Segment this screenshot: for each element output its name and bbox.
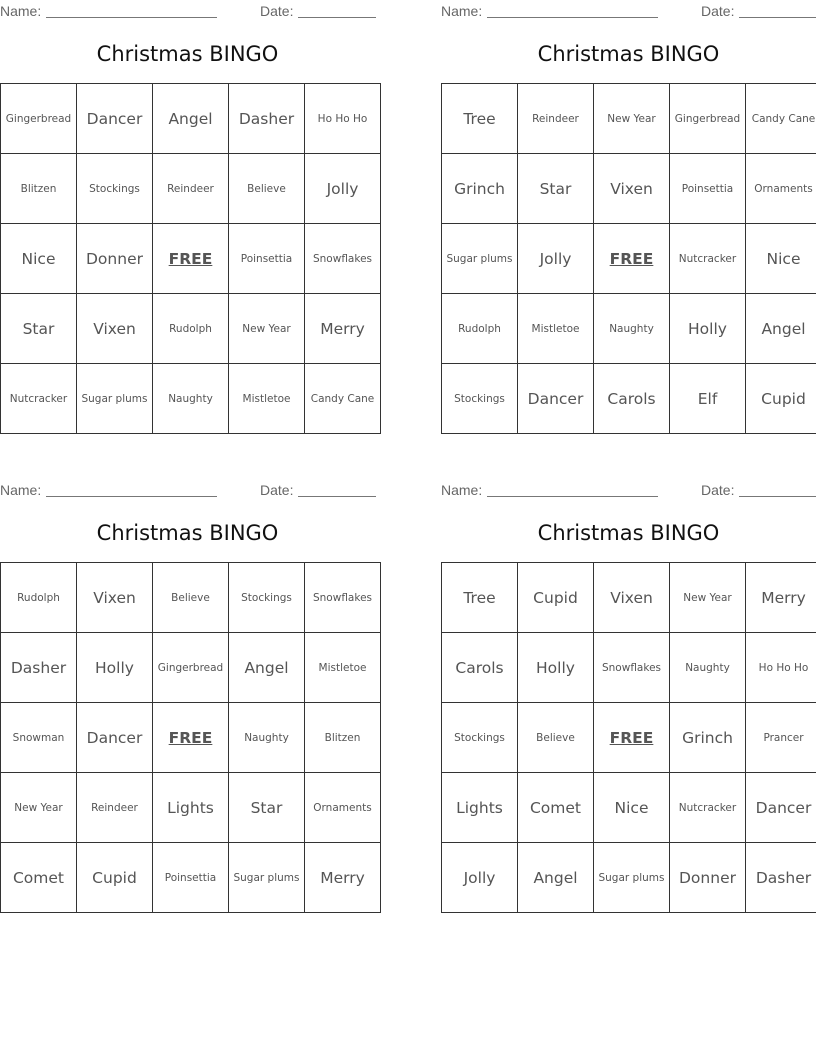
bingo-cell[interactable]: Lights (153, 773, 229, 843)
name-label: Name: (0, 482, 42, 498)
bingo-cell[interactable]: Vixen (594, 154, 670, 224)
bingo-cell[interactable]: Nice (746, 224, 816, 294)
bingo-cell[interactable]: Ho Ho Ho (746, 633, 816, 703)
bingo-cell[interactable]: Poinsettia (229, 224, 305, 294)
bingo-cell[interactable]: Candy Cane (305, 364, 381, 434)
bingo-cell[interactable]: Vixen (77, 294, 153, 364)
bingo-cell[interactable]: New Year (1, 773, 77, 843)
grid-row (442, 773, 816, 843)
bingo-grid (0, 83, 381, 434)
bingo-cell[interactable]: Comet (1, 843, 77, 913)
bingo-cell[interactable]: Star (518, 154, 594, 224)
bingo-cell[interactable]: Jolly (442, 843, 518, 913)
bingo-cell[interactable]: Reindeer (153, 154, 229, 224)
bingo-cell[interactable]: Dancer (746, 773, 816, 843)
bingo-grid (441, 562, 816, 913)
bingo-cell[interactable]: Holly (518, 633, 594, 703)
grid-row (1, 633, 381, 703)
bingo-cell[interactable]: Mistletoe (518, 294, 594, 364)
bingo-cell[interactable]: Stockings (229, 563, 305, 633)
bingo-cell[interactable]: Tree (442, 563, 518, 633)
bingo-cell[interactable]: Dasher (1, 633, 77, 703)
bingo-cell[interactable]: Snowflakes (305, 224, 381, 294)
bingo-cell[interactable]: Star (1, 294, 77, 364)
bingo-cell[interactable]: Carols (594, 364, 670, 434)
name-field-line[interactable] (487, 496, 658, 497)
grid-row (1, 294, 381, 364)
bingo-cell[interactable]: Cupid (77, 843, 153, 913)
name-date-row (0, 482, 375, 498)
bingo-cell[interactable]: Vixen (77, 563, 153, 633)
bingo-cell[interactable]: Naughty (229, 703, 305, 773)
bingo-cell[interactable]: Stockings (442, 364, 518, 434)
free-space-cell[interactable]: FREE (153, 224, 229, 294)
bingo-cell[interactable]: Nutcracker (670, 224, 746, 294)
date-field-line[interactable] (298, 17, 376, 18)
grid-row (442, 224, 816, 294)
card-title: Christmas BINGO (96, 42, 279, 66)
bingo-cell[interactable]: Cupid (746, 364, 816, 434)
bingo-cell[interactable]: Merry (305, 843, 381, 913)
bingo-cell[interactable]: Angel (746, 294, 816, 364)
bingo-cell[interactable]: Grinch (442, 154, 518, 224)
grid-row (442, 633, 816, 703)
bingo-cell[interactable]: Stockings (442, 703, 518, 773)
name-label: Name: (441, 3, 483, 19)
bingo-cell[interactable]: Poinsettia (670, 154, 746, 224)
date-label: Date: (701, 482, 735, 498)
card-title: Christmas BINGO (537, 521, 720, 545)
grid-row (1, 563, 381, 633)
grid-row (1, 84, 381, 154)
grid-row (1, 154, 381, 224)
bingo-cell[interactable]: Naughty (153, 364, 229, 434)
date-label: Date: (260, 3, 294, 19)
bingo-cell[interactable]: Reindeer (518, 84, 594, 154)
grid-row (442, 294, 816, 364)
bingo-cell[interactable]: Jolly (518, 224, 594, 294)
bingo-cell[interactable]: Blitzen (305, 703, 381, 773)
bingo-cell[interactable]: Snowflakes (594, 633, 670, 703)
bingo-cell[interactable]: Comet (518, 773, 594, 843)
grid-row (442, 84, 816, 154)
bingo-cell[interactable]: Ornaments (746, 154, 816, 224)
bingo-cell[interactable]: Candy Cane (746, 84, 816, 154)
bingo-cell[interactable]: Gingerbread (1, 84, 77, 154)
bingo-cell[interactable]: Poinsettia (153, 843, 229, 913)
bingo-cell[interactable]: Believe (153, 563, 229, 633)
name-date-row (0, 3, 375, 19)
bingo-cell[interactable]: Merry (746, 563, 816, 633)
name-label: Name: (441, 482, 483, 498)
bingo-cell[interactable]: Rudolph (442, 294, 518, 364)
bingo-cell[interactable]: Nutcracker (1, 364, 77, 434)
grid-row (442, 154, 816, 224)
bingo-cell[interactable]: Dancer (518, 364, 594, 434)
bingo-cell[interactable]: Sugar plums (442, 224, 518, 294)
bingo-cell[interactable]: Donner (670, 843, 746, 913)
bingo-cell[interactable]: Believe (518, 703, 594, 773)
bingo-cell[interactable]: Lights (442, 773, 518, 843)
bingo-cell[interactable]: Believe (229, 154, 305, 224)
bingo-cell[interactable]: Ornaments (305, 773, 381, 843)
bingo-cell[interactable]: Rudolph (153, 294, 229, 364)
bingo-cell[interactable]: New Year (670, 563, 746, 633)
name-field-line[interactable] (46, 17, 217, 18)
bingo-cell[interactable]: Rudolph (1, 563, 77, 633)
bingo-cell[interactable]: Dancer (77, 84, 153, 154)
bingo-cell[interactable]: Nutcracker (670, 773, 746, 843)
bingo-cell[interactable]: Merry (305, 294, 381, 364)
grid-row (442, 843, 816, 913)
bingo-cell[interactable]: Cupid (518, 563, 594, 633)
bingo-cell[interactable]: Carols (442, 633, 518, 703)
bingo-cell[interactable]: Elf (670, 364, 746, 434)
bingo-cell[interactable]: Donner (77, 224, 153, 294)
bingo-cell[interactable]: Angel (229, 633, 305, 703)
name-date-row (441, 482, 816, 498)
grid-row (442, 364, 816, 434)
bingo-cell[interactable]: Holly (77, 633, 153, 703)
bingo-cell[interactable]: Stockings (77, 154, 153, 224)
bingo-cell[interactable]: Holly (670, 294, 746, 364)
grid-row (1, 703, 381, 773)
date-field-line[interactable] (739, 17, 816, 18)
bingo-cell[interactable]: Ho Ho Ho (305, 84, 381, 154)
bingo-grid (441, 83, 816, 434)
bingo-cell[interactable]: Mistletoe (305, 633, 381, 703)
bingo-cell[interactable]: Dasher (229, 84, 305, 154)
bingo-cell[interactable]: Dasher (746, 843, 816, 913)
date-field-line[interactable] (298, 496, 376, 497)
bingo-cell[interactable]: Snowflakes (305, 563, 381, 633)
bingo-cell[interactable]: New Year (594, 84, 670, 154)
grid-row (442, 563, 816, 633)
bingo-cell[interactable]: Naughty (670, 633, 746, 703)
grid-row (1, 773, 381, 843)
free-space-cell[interactable]: FREE (153, 703, 229, 773)
bingo-cell[interactable]: Blitzen (1, 154, 77, 224)
bingo-cell[interactable]: Snowman (1, 703, 77, 773)
name-label: Name: (0, 3, 42, 19)
bingo-grid (0, 562, 381, 913)
bingo-cell[interactable]: Vixen (594, 563, 670, 633)
date-field-line[interactable] (739, 496, 816, 497)
grid-row (1, 224, 381, 294)
bingo-cell[interactable]: Nice (594, 773, 670, 843)
bingo-cell[interactable]: Angel (518, 843, 594, 913)
grid-row (1, 364, 381, 434)
free-space-cell[interactable]: FREE (594, 224, 670, 294)
bingo-cell[interactable]: Sugar plums (594, 843, 670, 913)
bingo-cell[interactable]: Angel (153, 84, 229, 154)
bingo-cell[interactable]: Star (229, 773, 305, 843)
free-space-cell[interactable]: FREE (594, 703, 670, 773)
grid-row (1, 843, 381, 913)
date-label: Date: (260, 482, 294, 498)
bingo-cell[interactable]: Grinch (670, 703, 746, 773)
bingo-cell[interactable]: Gingerbread (153, 633, 229, 703)
name-field-line[interactable] (487, 17, 658, 18)
bingo-cell[interactable]: Mistletoe (229, 364, 305, 434)
card-title: Christmas BINGO (96, 521, 279, 545)
date-label: Date: (701, 3, 735, 19)
bingo-cell[interactable]: Dancer (77, 703, 153, 773)
bingo-cell[interactable]: Prancer (746, 703, 816, 773)
bingo-cell[interactable]: New Year (229, 294, 305, 364)
bingo-cell[interactable]: Jolly (305, 154, 381, 224)
name-date-row (441, 3, 816, 19)
bingo-cell[interactable]: Naughty (594, 294, 670, 364)
grid-row (442, 703, 816, 773)
name-field-line[interactable] (46, 496, 217, 497)
bingo-cell[interactable]: Reindeer (77, 773, 153, 843)
bingo-cell[interactable]: Sugar plums (229, 843, 305, 913)
bingo-cell[interactable]: Gingerbread (670, 84, 746, 154)
bingo-cell[interactable]: Sugar plums (77, 364, 153, 434)
bingo-cell[interactable]: Tree (442, 84, 518, 154)
bingo-cell[interactable]: Nice (1, 224, 77, 294)
card-title: Christmas BINGO (537, 42, 720, 66)
